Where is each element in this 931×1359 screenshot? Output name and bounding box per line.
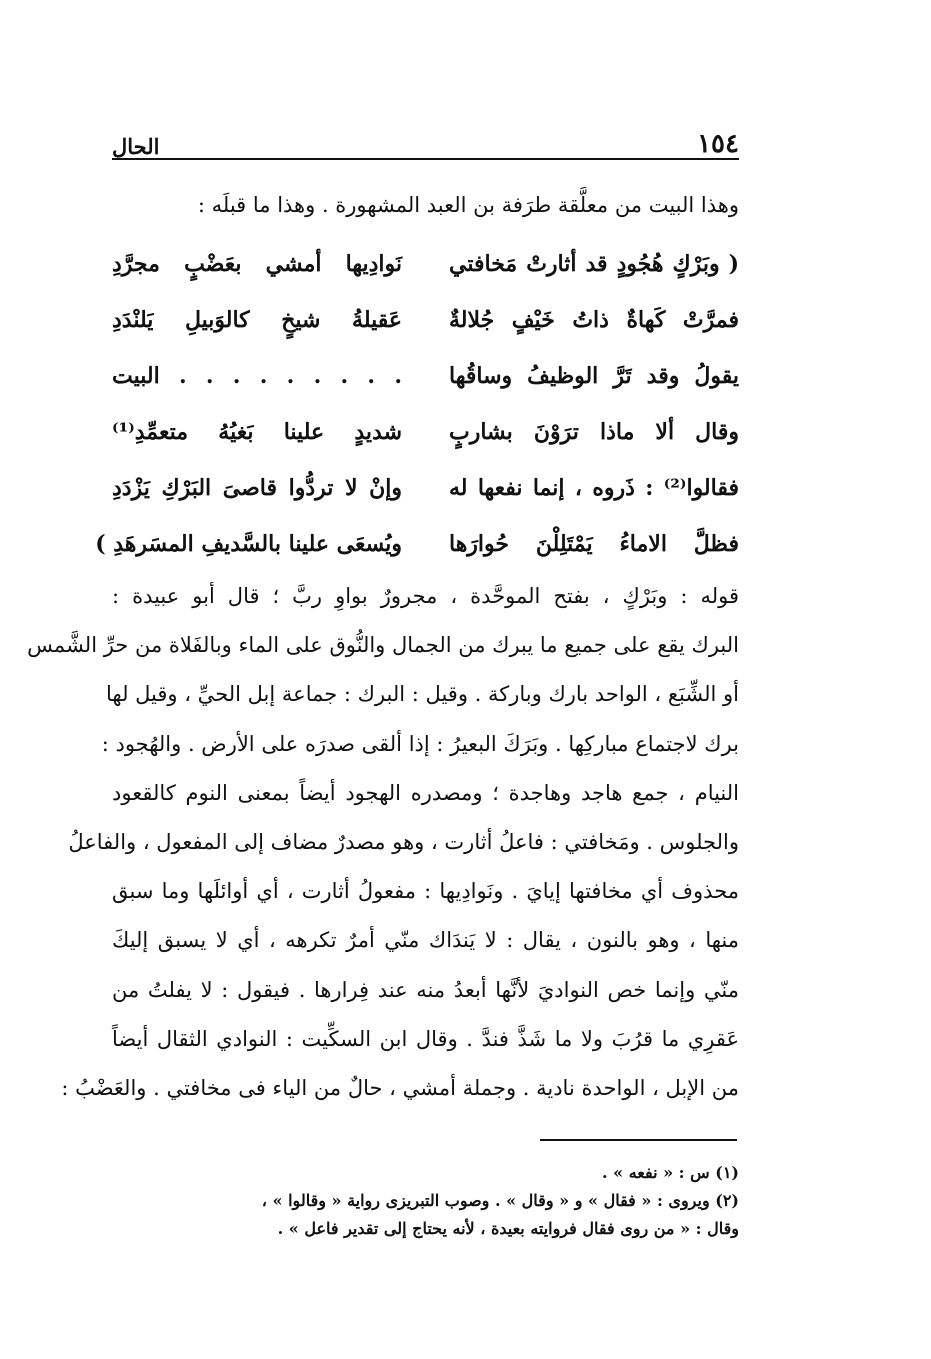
commentary-line: قوله : وبَرْكٍ ، بفتح الموحَّدة ، مجرورٌ بواوِ ربَّ ؛ قال أبو عبيدة : xyxy=(112,584,739,608)
footnotes xyxy=(112,1159,739,1243)
commentary-text xyxy=(27,572,739,1113)
verse-line xyxy=(112,292,739,348)
commentary-line: منّي وإنما خص النواديَ لأنَّها أبعدُ منه عند فِرارها . فيقول : لا يفلتُ من xyxy=(112,977,739,1002)
verse-second-hemistich: . . . . . . . . . البيت xyxy=(112,363,402,389)
verse-first-hemistich: فظلَّ الاماءُ يَمْتَلِلْنَ حُوارَها xyxy=(449,531,739,557)
verse-line xyxy=(95,516,739,572)
verse-second-hemistich: ويُسعَى علينا بالسَّديفِ المسَرهَدِ ) xyxy=(95,531,402,557)
verse-second-hemistich: وإنْ لا تردُّوا قاصىَ البَرْكِ يَزْدَدِ xyxy=(112,475,402,501)
intro-line: وهذا البيت من معلَّقة طرَفة بن العبد المشهورة . وهذا ما قبلَه : xyxy=(197,193,739,217)
page-header xyxy=(112,125,739,159)
verse-first-hemistich: يقولُ وقد تَرَّ الوظيفُ وساقُها xyxy=(449,363,739,389)
footnote-2-continuation: وقال : « من روى فقال فروايته بعيدة ، لأنه يحتاج إلى تقدير فاعل » . xyxy=(277,1219,739,1238)
page-number: ١٥٤ xyxy=(697,129,739,159)
header-rule xyxy=(112,158,739,160)
commentary-line: النيام ، جمع هاجد وهاجدة ؛ ومصدره الهجود أيضاً بمعنى النوم كالقعود xyxy=(112,780,739,805)
commentary-line: أو الشِّبَع ، الواحد بارك وباركة . وقيل : البرك : جماعة إبل الحيِّ ، وقيل لها xyxy=(105,682,739,707)
verse-second-hemistich: نَوادِيها أمشي بعَضْبٍ مجرَّدِ xyxy=(112,251,402,277)
commentary-line: والجلوس . ومَخافتي : فاعلُ أثارت ، وهو مصدرٌ مضاف إلى المفعول ، والفاعلُ xyxy=(68,829,739,854)
verse-first-hemistich: فقالوا⁽²⁾ : ذَروه ، إنما نفعها له xyxy=(449,475,739,501)
verse-line xyxy=(112,460,739,516)
verse-line xyxy=(112,348,739,404)
commentary-line: برك لاجتماع مباركِها . وبَرَكَ البعيرُ : إذا ألقى صدرَه على الأرض . والهُجود : xyxy=(101,731,739,756)
running-head: الحال xyxy=(112,134,160,159)
verse-line xyxy=(112,404,739,460)
verse-first-hemistich: وقال ألا ماذا ترَوْنَ بشاربٍ xyxy=(449,419,739,445)
footnote-rule xyxy=(540,1139,737,1141)
verse-second-hemistich: شديدٍ علينا بَغيُهُ متعمِّدِ⁽¹⁾ xyxy=(112,419,402,445)
commentary-line: من الإبل ، الواحدة نادية . وجملة أمشي ، حالٌ من الياء فى مخافتي . والعَضْبُ : xyxy=(61,1075,739,1100)
verse-second-hemistich: عَقيلةُ شيخٍ كالوَبيلِ يَلنْدَدِ xyxy=(112,307,402,333)
commentary-line: منها ، وهو بالنون ، يقال : لا يَندَاك منّي أمرٌ تكرهه ، أي لا يسبق إليكَ xyxy=(112,928,739,953)
footnote-1: (١) س : « نفعه » . xyxy=(601,1163,739,1182)
verse-line xyxy=(112,236,739,292)
commentary-line: محذوف أي مخافتها إيايَ . ونَوادِيها : مفعولُ أثارت ، أي أوائلَها وما سبق xyxy=(112,879,739,904)
commentary-line: البرك يقع على جميع ما يبرك من الجمال والنُّوق على الماء وبالفَلاة من حرِّ الشَّمس xyxy=(27,633,739,658)
commentary-line: عَقرِي ما قرُبَ ولا ما شَذَّ فندَّ . وقال ابن السكِّيت : النوادي الثقال أيضاً xyxy=(112,1026,739,1051)
poem-verses xyxy=(95,236,739,572)
verse-first-hemistich: ( وبَرْكٍ هُجُودٍ قد أثارتْ مَخافتي xyxy=(449,251,739,277)
verse-first-hemistich: فمرَّتْ كَهاةٌ ذاتُ خَيْفٍ جُلالةٌ xyxy=(449,307,739,333)
footnote-2: (٢) ويروى : « فقال » و « وقال » . وصوب التبريزى رواية « وقالوا » ، xyxy=(261,1191,739,1210)
